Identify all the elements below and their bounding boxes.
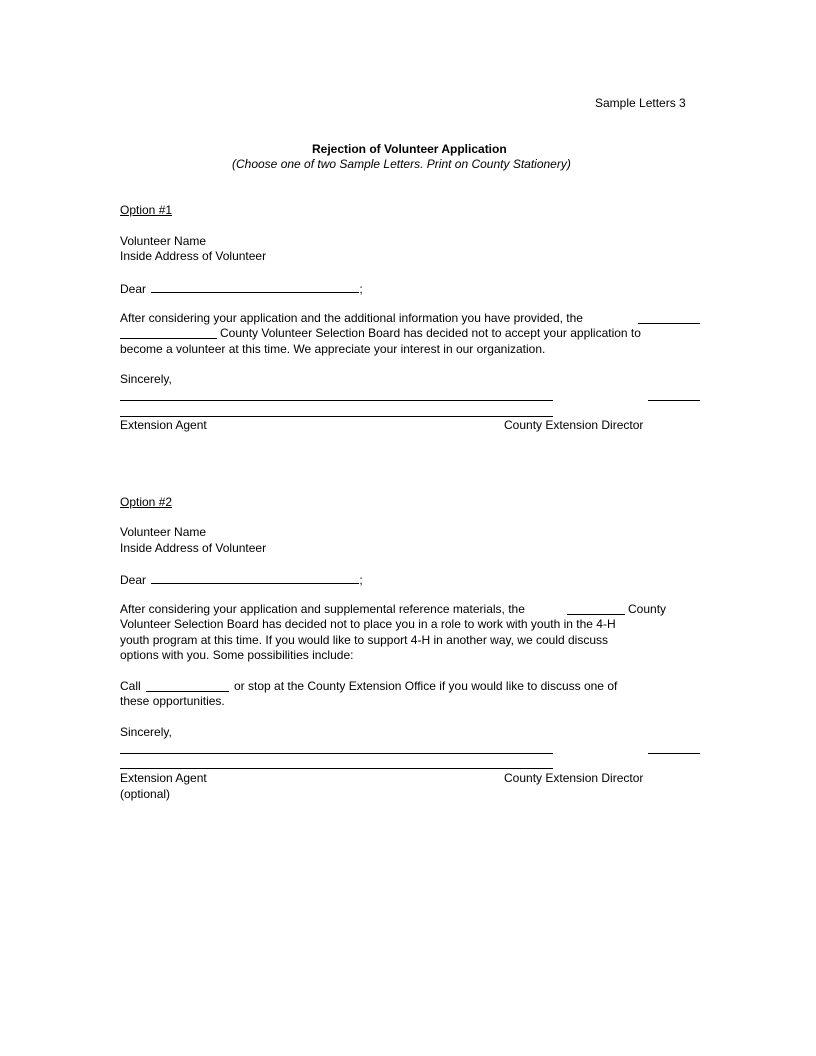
option2-heading: Option #2: [120, 495, 173, 509]
option2-body-line4: options with you. Some possibilities include:: [120, 648, 354, 662]
option2-signer-agent: Extension Agent: [120, 771, 207, 785]
option1-signature-line-director: [120, 416, 553, 417]
option2-call-line2: these opportunities.: [120, 694, 225, 708]
option1-heading: Option #1: [120, 203, 173, 217]
option2-signer-director: County Extension Director: [504, 771, 644, 785]
option2-signature-line-short: [648, 753, 700, 754]
page-label: Sample Letters 3: [595, 96, 686, 110]
option1-body-line3: become a volunteer at this time. We appreciate your interest in our organization.: [120, 342, 546, 356]
option1-dear-end: ;: [359, 282, 363, 296]
document-title: Rejection of Volunteer Application: [312, 142, 507, 156]
option2-county-blank: [567, 614, 625, 615]
option1-inside-address: Inside Address of Volunteer: [120, 249, 267, 263]
option1-closing: Sincerely,: [120, 372, 172, 386]
option2-signature-line-director: [120, 768, 553, 769]
option1-signer-agent: Extension Agent: [120, 418, 207, 432]
option2-volunteer-name: Volunteer Name: [120, 525, 207, 539]
option1-body-blank2: [120, 338, 217, 339]
option1-signer-director: County Extension Director: [504, 418, 644, 432]
option2-body-line1b: County: [628, 602, 667, 616]
option1-dear-label: Dear: [120, 282, 147, 296]
option1-body-line1: After considering your application and the additional information you have provided, the: [120, 311, 583, 325]
option2-body-line1a: After considering your application and supplemental reference materials, the: [120, 602, 525, 616]
option2-body-line2: Volunteer Selection Board has decided not to place you in a role to work with youth in the 4-H: [120, 617, 616, 631]
option2-call-line1: or stop at the County Extension Office if you would like to discuss one of: [234, 679, 618, 693]
option2-dear-end: ;: [359, 573, 363, 587]
option1-salutation: [120, 280, 363, 297]
option2-signer-optional: (optional): [120, 787, 171, 801]
option2-dear-label: Dear: [120, 573, 147, 587]
option2-call-blank: [146, 691, 229, 692]
option2-signature-line-agent: [120, 753, 553, 754]
option2-dear-blank: [151, 571, 359, 584]
option2-body-line3: youth program at this time. If you would like to support 4-H in another way, we could discuss: [120, 633, 609, 647]
option1-body-blank1: [638, 323, 700, 324]
option2-call-label: Call: [120, 679, 141, 693]
option2-inside-address: Inside Address of Volunteer: [120, 541, 267, 555]
option2-closing: Sincerely,: [120, 725, 172, 739]
option1-signature-line-short: [648, 400, 700, 401]
option1-dear-blank: [151, 280, 359, 293]
option1-signature-line-agent: [120, 400, 553, 401]
option1-body-line2: County Volunteer Selection Board has decided not to accept your application to: [220, 326, 641, 340]
option1-volunteer-name: Volunteer Name: [120, 234, 207, 248]
document-subtitle: (Choose one of two Sample Letters. Print on County Stationery): [232, 157, 571, 171]
option2-salutation: [120, 571, 363, 588]
